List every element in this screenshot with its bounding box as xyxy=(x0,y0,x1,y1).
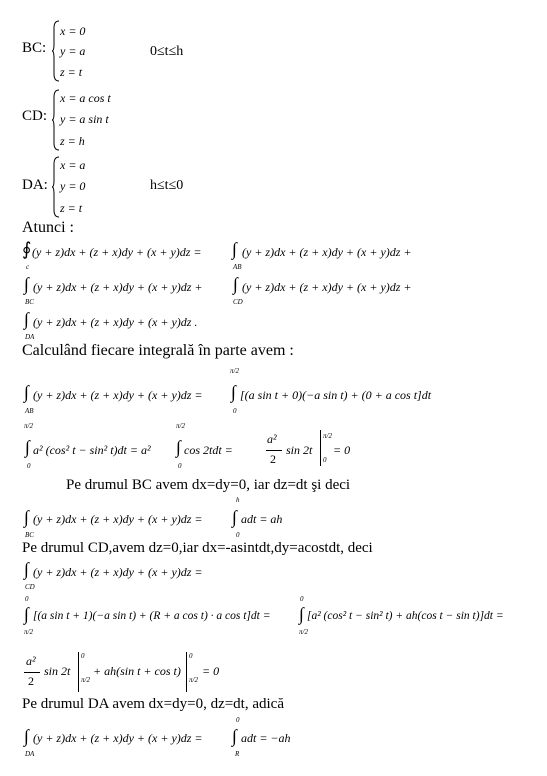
integral-sub: AB xyxy=(233,263,242,271)
integrand: (y + z)dx + (z + x)dy + (x + y)dz = xyxy=(33,565,203,579)
fraction-numerator: a² xyxy=(26,654,36,668)
integral-sub: BC xyxy=(25,298,34,306)
upper-limit: π/2 xyxy=(323,432,332,440)
fraction-denominator: 2 xyxy=(28,674,34,688)
lower-limit: 0 xyxy=(323,456,327,464)
integrand: (y + z)dx + (z + x)dy + (x + y)dz = xyxy=(33,388,203,402)
brace-da xyxy=(52,156,60,218)
upper-limit: 0 xyxy=(81,652,85,660)
integral-sign: ∫ xyxy=(24,726,29,746)
eq-da-y: y = 0 xyxy=(60,179,86,193)
expression: [(a sin t + 1)(−a sin t) + (R + a cos t) · a cos t]dt = xyxy=(33,610,271,622)
da-text: Pe drumul DA avem dx=dy=0, dz=dt, adică xyxy=(22,696,284,712)
integral-sign: ∫ xyxy=(176,437,181,457)
lower-limit: π/2 xyxy=(299,628,308,636)
lower-limit: π/2 xyxy=(81,676,90,684)
expression: sin 2t xyxy=(286,443,313,457)
upper-limit: 0 xyxy=(25,595,29,603)
system-label-cd: CD: xyxy=(22,108,48,124)
integral-sign: ∫ xyxy=(299,604,304,624)
integral-sub: DA xyxy=(25,750,35,758)
integral-sub: CD xyxy=(233,298,243,306)
expression: [a² (cos² t − sin² t) + ah(cos t − sin t)]dt = xyxy=(307,610,504,622)
eq-da-x: x = a xyxy=(60,158,86,172)
lower-limit: 0 xyxy=(27,462,31,470)
system-label-bc: BC: xyxy=(22,40,47,56)
fraction-numerator: a² xyxy=(267,432,277,446)
expression: adt = −ah xyxy=(241,731,291,745)
integrand: [(a sin t + 0)(−a sin t) + (0 + a cos t]dt xyxy=(240,388,432,402)
integral-sign: ∫ xyxy=(232,507,237,527)
lower-limit: R xyxy=(235,750,240,758)
integral-sign: ∫ xyxy=(24,274,29,294)
expression: adt = ah xyxy=(241,512,283,526)
expression: = 0 xyxy=(202,664,220,678)
evaluation-bar xyxy=(320,430,321,466)
integral-sign: ∫ xyxy=(233,274,238,294)
integral-sub: AB xyxy=(25,407,34,415)
lower-limit: 0 xyxy=(178,462,182,470)
upper-limit: π/2 xyxy=(176,422,185,430)
fraction-bar xyxy=(266,450,282,451)
fraction-bar xyxy=(24,672,40,673)
eq-bc-y: y = a xyxy=(60,44,86,58)
upper-limit: 0 xyxy=(189,652,193,660)
lower-limit: 0 xyxy=(233,407,237,415)
integrand: (y + z)dx + (z + x)dy + (x + y)dz + xyxy=(242,280,412,294)
upper-limit: π/2 xyxy=(230,367,239,375)
integrand: (y + z)dx + (z + x)dy + (x + y)dz + xyxy=(242,245,412,259)
lower-limit: π/2 xyxy=(24,628,33,636)
contour-integral-sign: ∮ xyxy=(22,239,32,259)
integrand: (y + z)dx + (z + x)dy + (x + y)dz . xyxy=(33,315,198,329)
eq-cd-y: y = a sin t xyxy=(60,112,109,126)
expression: = 0 xyxy=(333,443,351,457)
calc-text: Calculând fiecare integrală în parte avem : xyxy=(22,342,294,359)
expression: cos 2tdt = xyxy=(184,443,233,457)
integral-sign: ∫ xyxy=(24,507,29,527)
upper-limit: h xyxy=(236,496,240,504)
integral-sign: ∫ xyxy=(24,309,29,329)
integrand: (y + z)dx + (z + x)dy + (x + y)dz + xyxy=(33,280,203,294)
eq-bc-z: z = t xyxy=(60,65,83,79)
integral-sub: BC xyxy=(25,531,34,539)
integral-sub: c xyxy=(26,263,30,271)
integral-sign: ∫ xyxy=(232,726,237,746)
integral-sign: ∫ xyxy=(232,239,237,259)
upper-limit: 0 xyxy=(300,595,304,603)
expression: + ah(sin t + cos t) xyxy=(93,664,181,678)
eq-cd-z: z = h xyxy=(60,134,85,148)
integrand: (y + z)dx + (z + x)dy + (x + y)dz = xyxy=(33,731,203,745)
cd-text: Pe drumul CD,avem dz=0,iar dx=-asintdt,dy=acostdt, deci xyxy=(22,540,373,556)
expression: sin 2t xyxy=(44,664,71,678)
integral-sub: CD xyxy=(25,583,35,591)
fraction-denominator: 2 xyxy=(270,452,276,466)
eq-da-z: z = t xyxy=(60,201,83,215)
lower-limit: 0 xyxy=(236,531,240,539)
atunci-text: Atunci : xyxy=(22,219,74,236)
bc-text: Pe drumul BC avem dx=dy=0, iar dz=dt şi deci xyxy=(66,477,351,493)
integrand: (y + z)dx + (z + x)dy + (x + y)dz = xyxy=(33,512,203,526)
system-label-da: DA: xyxy=(22,177,48,193)
range-bc: 0≤t≤h xyxy=(150,44,184,59)
brace-cd xyxy=(52,89,60,151)
upper-limit: 0 xyxy=(236,716,240,724)
integral-sign: ∫ xyxy=(24,604,29,624)
upper-limit: π/2 xyxy=(24,422,33,430)
brace-bc xyxy=(52,20,60,82)
evaluation-bar xyxy=(78,652,79,692)
lower-limit: π/2 xyxy=(189,676,198,684)
eq-cd-x: x = a cos t xyxy=(60,91,111,105)
integral-sign: ∫ xyxy=(24,559,29,579)
eq-bc-x: x = 0 xyxy=(60,24,86,38)
integrand: (y + z)dx + (z + x)dy + (x + y)dz = xyxy=(32,245,202,259)
integral-sign: ∫ xyxy=(24,382,29,402)
integral-sign: ∫ xyxy=(231,382,236,402)
integral-sign: ∫ xyxy=(25,437,30,457)
range-da: h≤t≤0 xyxy=(150,178,184,193)
integral-sub: DA xyxy=(25,333,35,341)
evaluation-bar xyxy=(186,652,187,692)
expression: a² (cos² t − sin² t)dt = a² xyxy=(33,443,151,457)
